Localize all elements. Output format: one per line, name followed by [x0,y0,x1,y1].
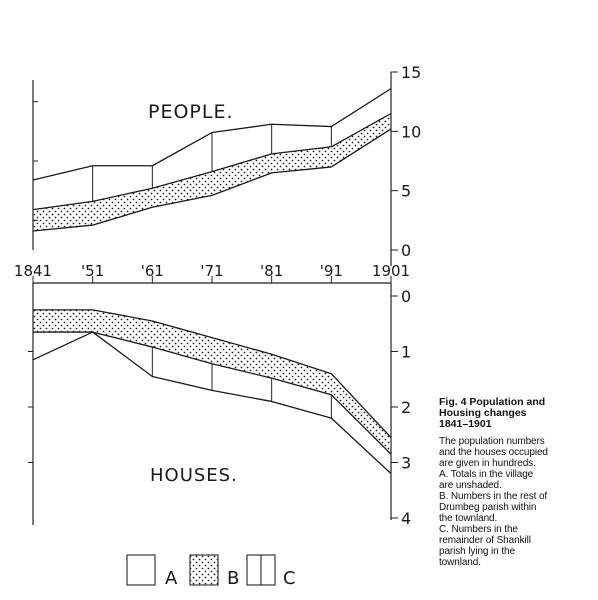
houses-title: HOUSES. [150,465,238,486]
caption-title [439,397,589,430]
caption-line: remainder of Shankill [439,535,531,546]
x-tick-label: '91 [319,262,343,280]
figure-caption [439,397,589,568]
x-tick-label: '61 [140,262,164,280]
caption-line: are unshaded. [439,480,502,491]
caption-body [439,436,589,568]
houses-y-tick-label: 4 [401,509,412,528]
legend-label-b: B [227,568,240,589]
caption-title-line: Fig. 4 Population and [439,396,546,408]
legend-item-b [190,555,239,589]
legend-item-a [127,555,178,589]
caption-line: townland. [439,557,481,568]
legend-swatch-dotted [190,555,218,585]
legend [127,555,296,589]
x-tick-label: '51 [81,262,105,280]
x-axis [14,262,410,283]
legend-swatch-blank [127,555,155,585]
legend-label-a: A [165,568,178,589]
caption-line: parish lying in the [439,546,515,557]
houses-y-tick-label: 1 [401,342,412,362]
caption-line: are given in hundreds. [439,458,536,469]
legend-label-c: C [283,568,296,589]
people-y-tick-label: 15 [401,63,422,82]
caption-title-line: Housing changes [439,407,527,419]
x-tick-label: 1841 [13,262,53,280]
legend-item-c [247,555,296,589]
x-tick-label: 1901 [371,262,411,280]
houses-panel [28,283,411,528]
x-tick-label: '81 [260,262,284,280]
people-y-tick-label: 5 [401,181,412,201]
houses-y-tick-label: 0 [401,287,412,306]
caption-line: A. Totals in the village [439,469,534,480]
houses-y-tick-label: 2 [401,398,412,417]
caption-line: B. Numbers in the rest of [439,491,548,502]
x-tick-label: '71 [200,262,224,280]
caption-line: and the houses occupied [439,447,548,458]
caption-line: Drumbeg parish within [439,502,537,513]
caption-line: the townland. [439,513,498,524]
people-y-tick-label: 0 [401,241,412,260]
caption-line: C. Numbers in the [439,524,518,535]
people-y-tick-label: 10 [401,122,422,142]
people-panel [33,63,421,266]
houses-y-tick-label: 3 [401,453,412,473]
caption-title-line: 1841–1901 [439,418,492,430]
people-title: PEOPLE. [148,101,234,123]
caption-line: The population numbers [439,436,545,447]
